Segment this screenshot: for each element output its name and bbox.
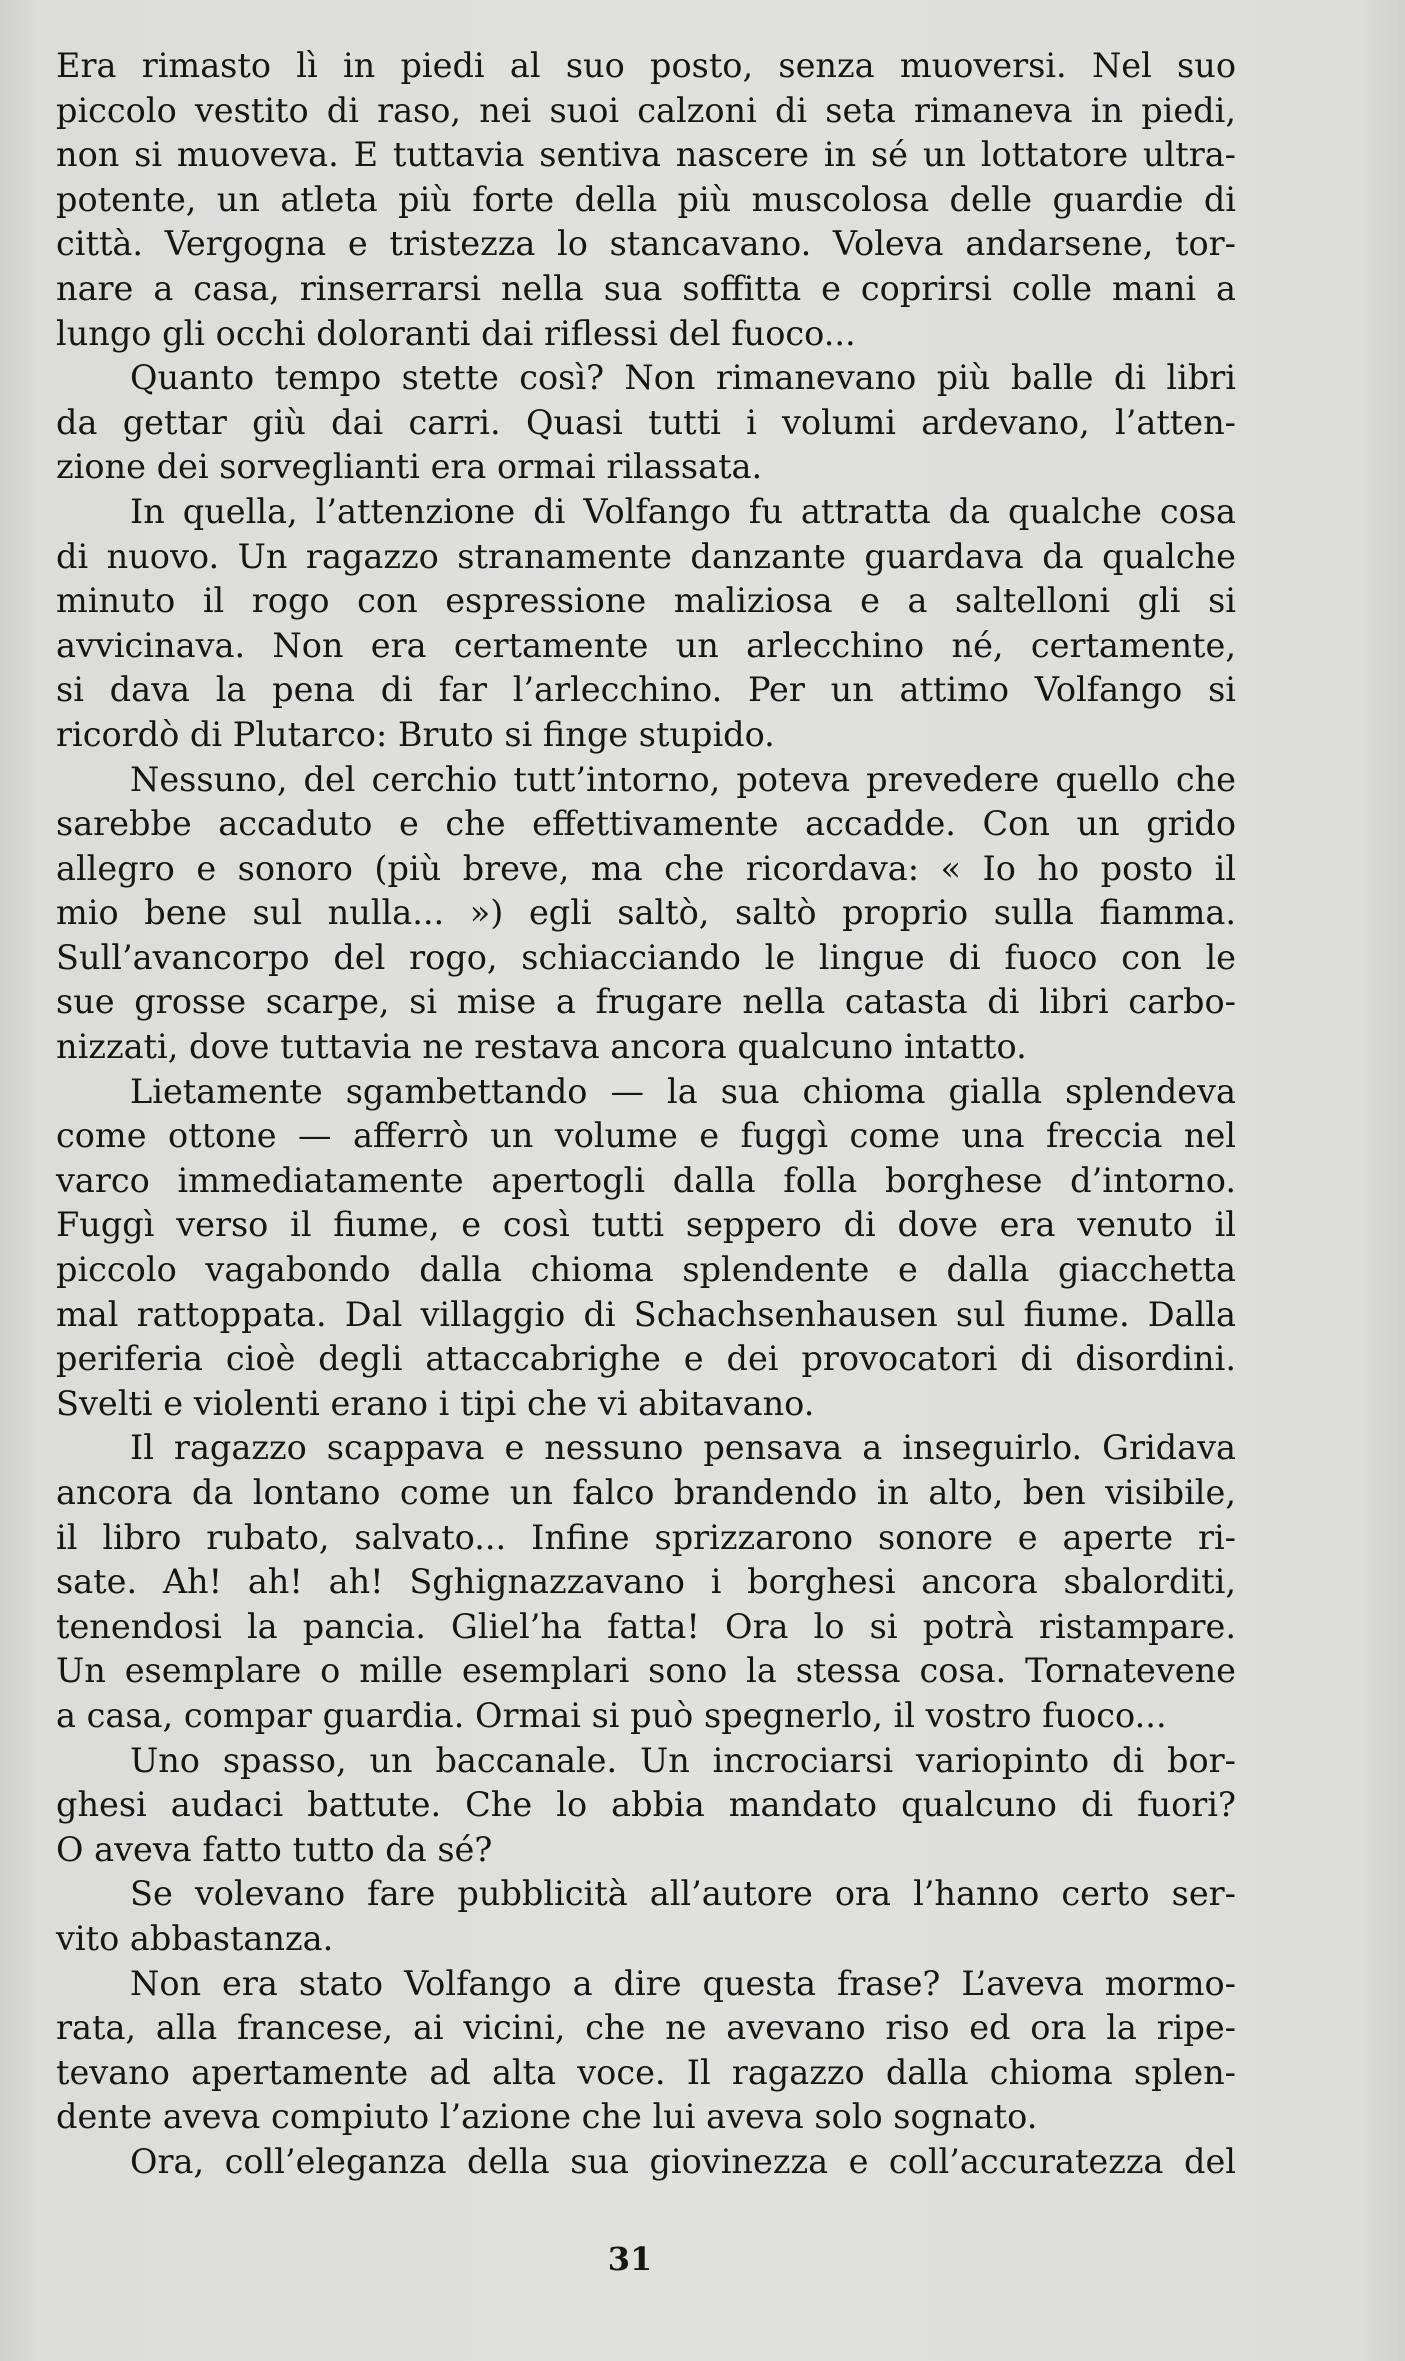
text-line: di nuovo. Un ragazzo stranamente danzante guardava da qualche (56, 536, 1236, 576)
paragraph (56, 1872, 1236, 1961)
paragraph (56, 1739, 1236, 1873)
text-line: Svelti e violenti erano i tipi che vi abitavano. (56, 1383, 815, 1423)
paragraph (56, 2140, 1236, 2185)
text-line: avvicinava. Non era certamente un arlecchino né, certamente, (56, 625, 1236, 665)
paragraph (56, 490, 1236, 758)
text-line: tenendosi la pancia. Gliel’ha fatta! Ora lo si potrà ristampare. (56, 1606, 1236, 1646)
text-line: ricordò di Plutarco: Bruto si finge stupido. (56, 714, 775, 754)
text-line: Uno spasso, un baccanale. Un incrociarsi variopinto di bor- (130, 1740, 1236, 1780)
text-line: Il ragazzo scappava e nessuno pensava a inseguirlo. Gridava (130, 1428, 1236, 1468)
text-line: non si muoveva. E tuttavia sentiva nascere in sé un lottatore ultra- (56, 135, 1236, 175)
text-line: città. Vergogna e tristezza lo stancavano. Voleva andarsene, tor- (56, 224, 1236, 264)
text-line: In quella, l’attenzione di Volfango fu attratta da qualche cosa (130, 491, 1236, 531)
text-line: Un esemplare o mille esemplari sono la stessa cosa. Tornatevene (56, 1651, 1236, 1691)
text-line: sate. Ah! ah! ah! Sghignazzavano i borghesi ancora sbalorditi, (56, 1562, 1236, 1602)
text-line: rata, alla francese, ai vicini, che ne avevano riso ed ora la ripe- (56, 2008, 1236, 2048)
paragraph (56, 1070, 1236, 1427)
text-line: da gettar giù dai carri. Quasi tutti i volumi ardevano, l’atten- (56, 402, 1236, 442)
text-line: periferia cioè degli attaccabrighe e dei provocatori di disordini. (56, 1339, 1236, 1379)
text-line: Fuggì verso il fiume, e così tutti seppero di dove era venuto il (56, 1205, 1236, 1245)
text-line: piccolo vestito di raso, nei suoi calzoni di seta rimaneva in piedi, (56, 90, 1236, 130)
text-line: Ora, coll’eleganza della sua giovinezza e coll’accuratezza del (130, 2141, 1236, 2181)
paragraph (56, 1426, 1236, 1738)
text-line: ancora da lontano come un falco brandendo in alto, ben visibile, (56, 1473, 1236, 1512)
text-line: sue grosse scarpe, si mise a frugare nella catasta di libri carbo- (56, 982, 1236, 1022)
paragraph (56, 356, 1236, 490)
text-line: mio bene sul nulla... ») egli saltò, saltò proprio sulla fiamma. (56, 893, 1236, 933)
text-line: Era rimasto lì in piedi al suo posto, senza muoversi. Nel suo (56, 46, 1236, 85)
text-line: allegro e sonoro (più breve, ma che ricordava: « Io ho posto il (56, 848, 1236, 888)
text-line: Nessuno, del cerchio tutt’intorno, poteva prevedere quello che (130, 759, 1236, 799)
text-line: ghesi audaci battute. Che lo abbia mandato qualcuno di fuori? (56, 1785, 1236, 1825)
paragraph (56, 44, 1236, 356)
text-line: sarebbe accaduto e che effettivamente accadde. Con un grido (56, 804, 1236, 844)
text-line: potente, un atleta più forte della più muscolosa delle guardie di (56, 179, 1236, 219)
text-line: Non era stato Volfango a dire questa frase? L’aveva mormo- (130, 1963, 1236, 2003)
paragraph (56, 1962, 1236, 2140)
text-line: tevano apertamente ad alta voce. Il ragazzo dalla chioma splen- (56, 2052, 1236, 2092)
text-line: Quanto tempo stette così? Non rimanevano più balle di libri (130, 358, 1236, 398)
text-line: zione dei sorveglianti era ormai rilassata. (56, 447, 763, 487)
text-line: come ottone — afferrò un volume e fuggì come una freccia nel (56, 1116, 1236, 1156)
text-line: piccolo vagabondo dalla chioma splendente e dalla giacchetta (56, 1250, 1236, 1290)
page-number: 31 (607, 2240, 653, 2278)
text-line: vito abbastanza. (56, 1918, 334, 1958)
body-text (56, 44, 1236, 2185)
text-line: varco immediatamente apertogli dalla folla borghese d’intorno. (56, 1160, 1236, 1200)
text-line: Sull’avancorpo del rogo, schiacciando le lingue di fuoco con le (56, 937, 1236, 977)
text-line: lungo gli occhi doloranti dai riflessi del fuoco... (56, 313, 856, 353)
paragraph (56, 758, 1236, 1070)
text-line: nizzati, dove tuttavia ne restava ancora qualcuno intatto. (56, 1027, 1027, 1067)
text-line: Se volevano fare pubblicità all’autore ora l’hanno certo ser- (130, 1874, 1236, 1914)
text-line: dente aveva compiuto l’azione che lui aveva solo sognato. (56, 2097, 1038, 2137)
text-line: mal rattoppata. Dal villaggio di Schachsenhausen sul fiume. Dalla (56, 1294, 1236, 1334)
text-line: minuto il rogo con espressione maliziosa e a saltelloni gli si (56, 581, 1236, 621)
text-line: Lietamente sgambettando — la sua chioma gialla splendeva (130, 1071, 1236, 1111)
text-line: O aveva fatto tutto da sé? (56, 1829, 493, 1869)
text-line: si dava la pena di far l’arlecchino. Per un attimo Volfango si (56, 670, 1236, 710)
text-line: nare a casa, rinserrarsi nella sua soffitta e coprirsi colle mani a (56, 268, 1236, 308)
text-line: a casa, compar guardia. Ormai si può spegnerlo, il vostro fuoco... (56, 1695, 1167, 1735)
text-line: il libro rubato, salvato... Infine sprizzarono sonore e aperte ri- (56, 1517, 1236, 1557)
